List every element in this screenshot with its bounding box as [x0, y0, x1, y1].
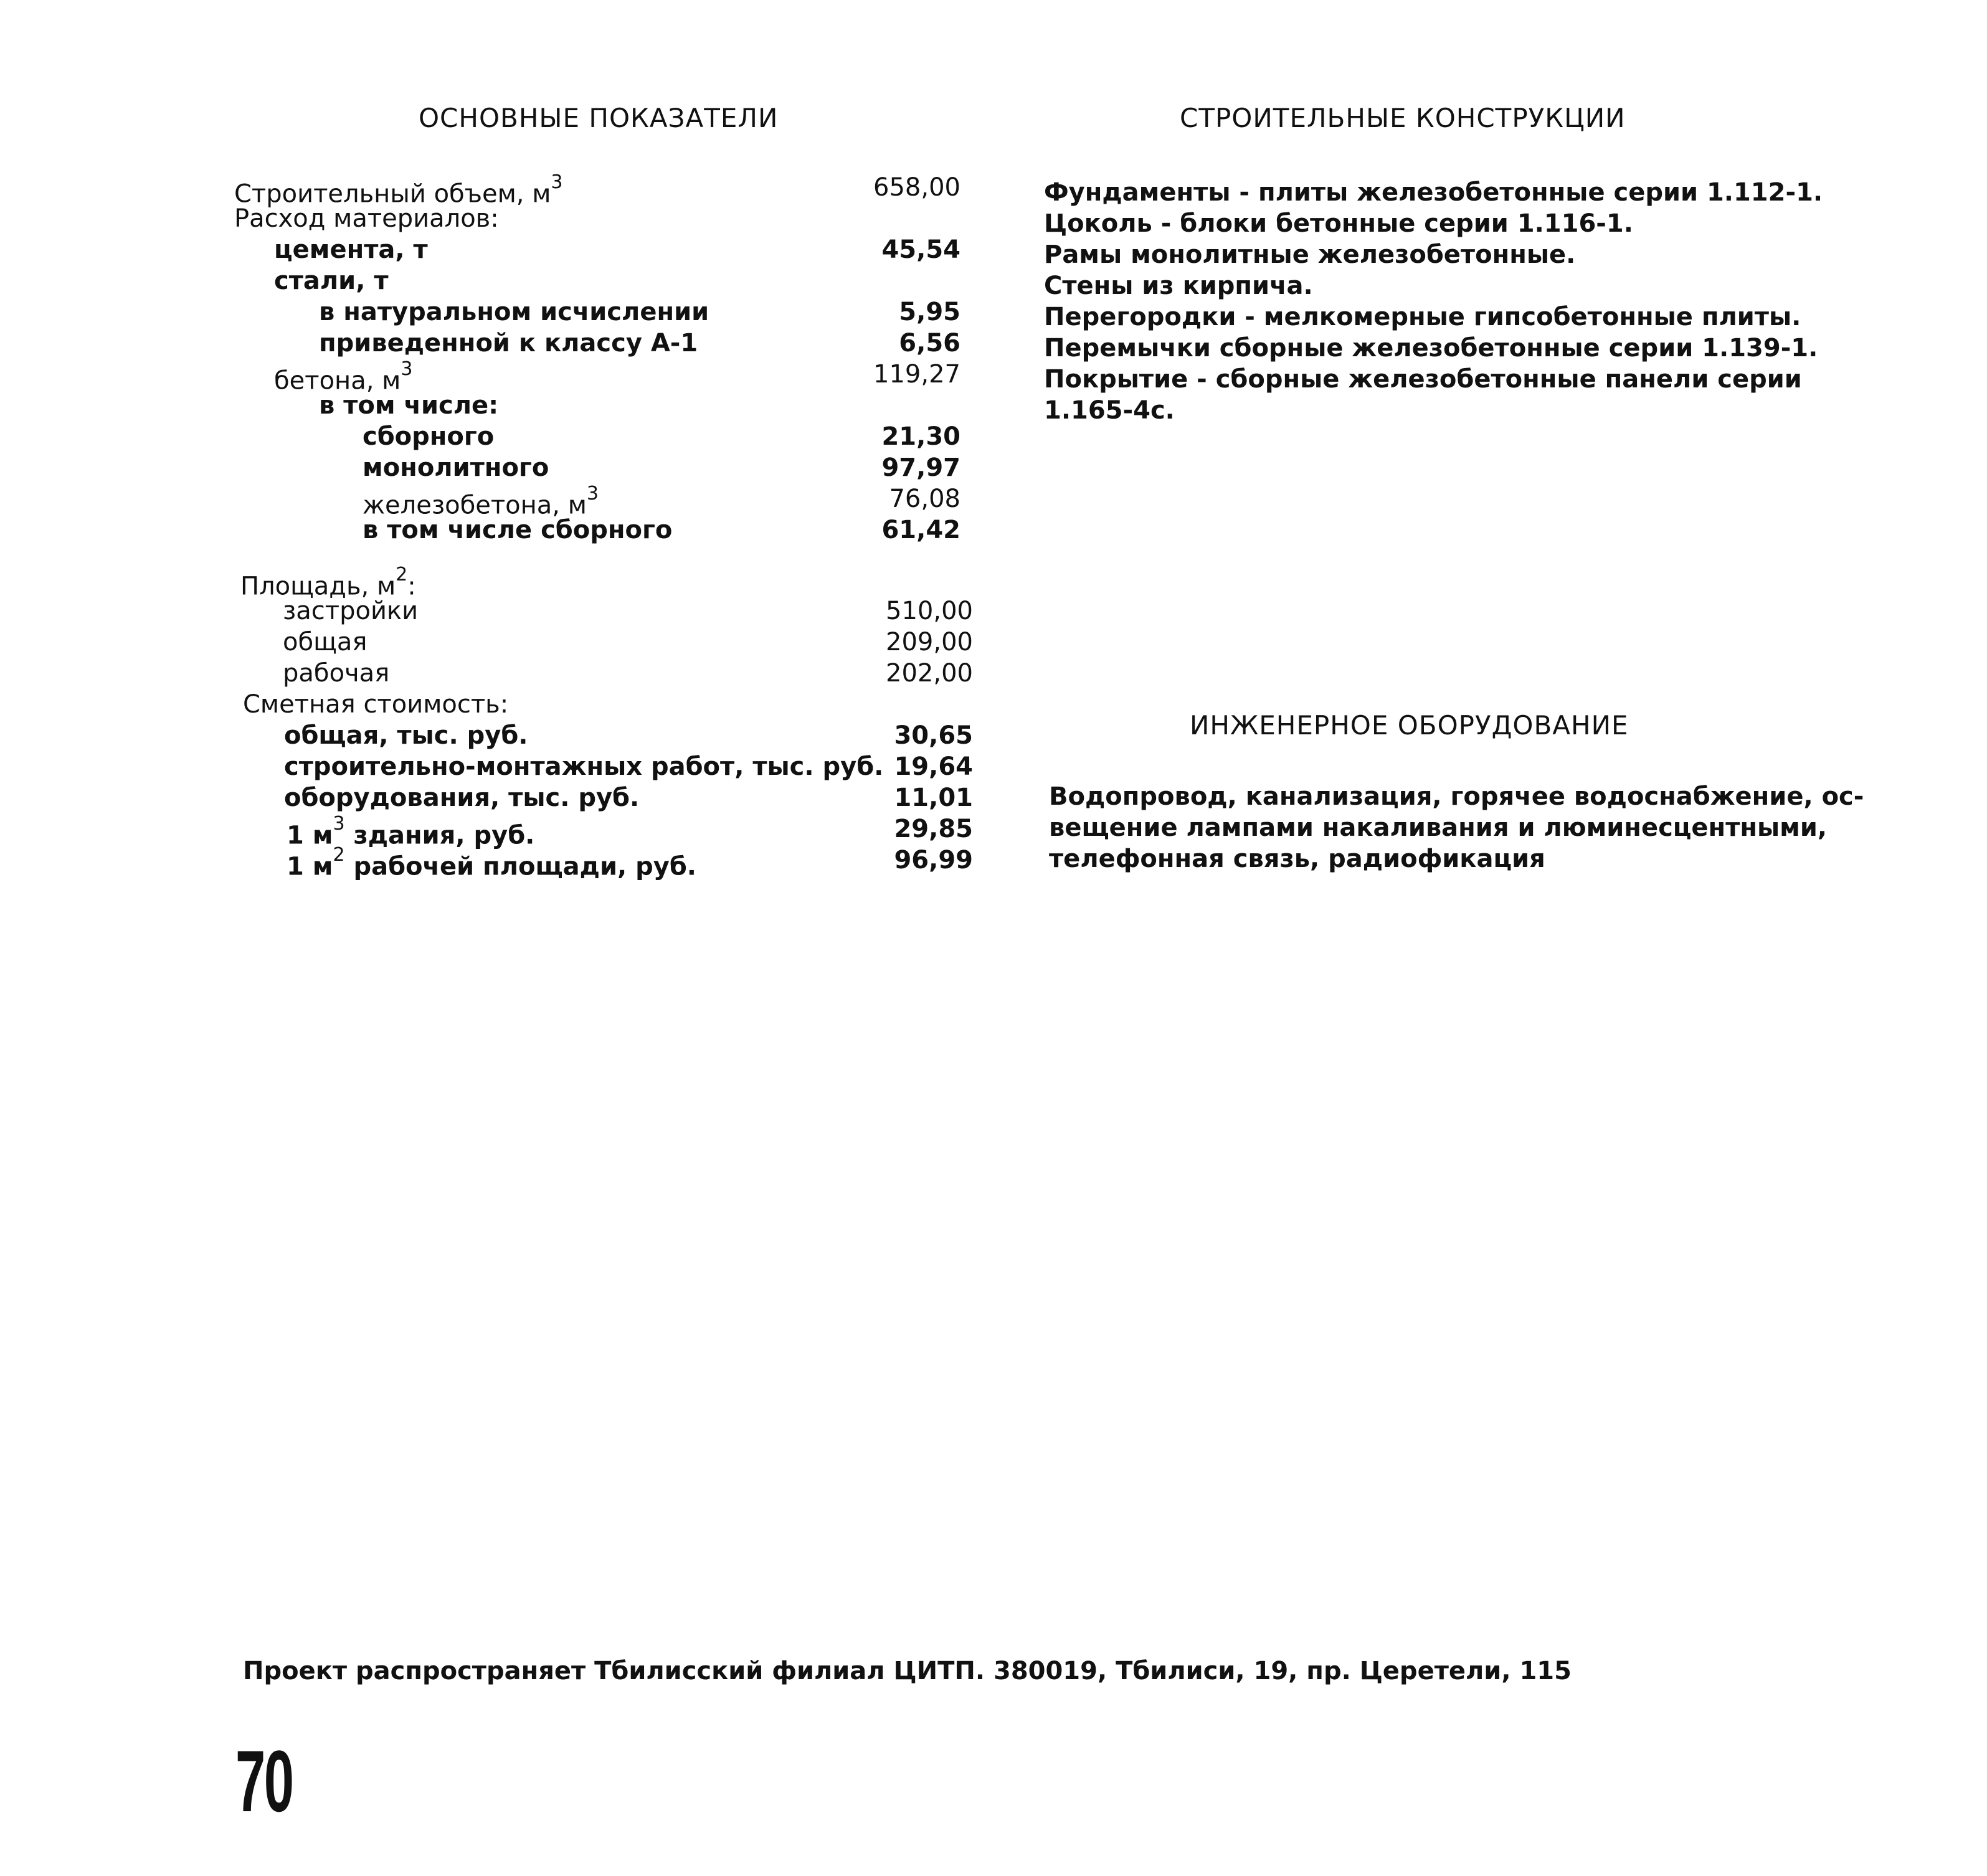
- structure-line: 1.165-4с.: [1044, 396, 1175, 425]
- indicator-label: в том числе:: [319, 391, 499, 420]
- indicator-row: [243, 751, 973, 782]
- unit-exponent: 3: [586, 483, 599, 505]
- indicator-row: [234, 296, 960, 328]
- indicator-label: монолитного: [363, 453, 549, 482]
- indicator-label: Сметная стоимость:: [243, 690, 509, 719]
- indicator-label: железобетона, м: [363, 491, 587, 520]
- structure-line: Перегородки - мелкомерные гипсобетонные плиты.: [1044, 303, 1801, 331]
- indicator-value: 61,42: [881, 516, 960, 544]
- indicator-value: 29,85: [894, 815, 973, 843]
- unit-exponent: 2: [333, 844, 345, 866]
- structure-line: Перемычки сборные железобетонные серии 1.139-1.: [1044, 334, 1818, 362]
- indicator-row: [234, 452, 960, 483]
- indicator-value: 21,30: [881, 422, 960, 451]
- indicator-row: [234, 483, 960, 520]
- indicator-row: [243, 844, 973, 881]
- indicator-label: цемента, т: [274, 235, 428, 264]
- structure-line: Стены из кирпича.: [1044, 272, 1313, 300]
- indicator-label: Строительный объем, м: [234, 179, 551, 209]
- indicator-value: 19,64: [894, 752, 973, 781]
- indicator-label: в натуральном исчислении: [319, 298, 709, 326]
- distributor-footer: Проект распространяет Тбилисский филиал ЦИТП. 380019, Тбилиси, 19, пр. Церетели, 115: [243, 1657, 1572, 1685]
- indicator-row: [234, 171, 960, 209]
- indicator-label: сборного: [363, 422, 495, 451]
- indicator-label: рабочей площади, руб.: [344, 852, 696, 881]
- indicator-row: [243, 720, 973, 751]
- indicator-row: [234, 265, 960, 296]
- indicator-label: 1 м: [287, 821, 333, 850]
- indicator-label-suffix: :: [407, 572, 416, 601]
- main-indicators-heading: ОСНОВНЫЕ ПОКАЗАТЕЛИ: [419, 103, 779, 133]
- indicator-label: рабочая: [283, 659, 390, 688]
- indicator-value: 30,65: [894, 721, 973, 750]
- indicator-value: 202,00: [886, 659, 973, 688]
- building-structures-heading: СТРОИТЕЛЬНЫЕ КОНСТРУКЦИИ: [1180, 103, 1626, 133]
- indicator-row: [240, 658, 973, 689]
- indicator-label: строительно-монтажных работ, тыс. руб.: [284, 752, 884, 781]
- unit-exponent: 3: [333, 813, 345, 835]
- indicator-label: застройки: [283, 597, 419, 625]
- equipment-line: вещение лампами накаливания и люминесцентными,: [1049, 813, 1828, 842]
- indicator-label: приведенной к классу А-1: [319, 329, 698, 358]
- indicator-value: 119,27: [873, 360, 960, 389]
- indicator-row: [243, 689, 973, 720]
- indicator-row: [234, 358, 960, 396]
- structure-line: Цоколь - блоки бетонные серии 1.116-1.: [1044, 209, 1633, 238]
- indicator-value: 5,95: [899, 298, 960, 326]
- indicator-row: [240, 564, 973, 601]
- indicator-label: 1 м: [287, 852, 333, 881]
- structure-line: Рамы монолитные железобетонные.: [1044, 240, 1576, 269]
- indicator-row: [243, 782, 973, 813]
- indicator-row: [234, 421, 960, 452]
- indicator-row: [243, 813, 973, 850]
- indicator-label: бетона, м: [274, 366, 401, 396]
- indicator-label: Расход материалов:: [234, 204, 499, 233]
- equipment-line: телефонная связь, радиофикация: [1049, 845, 1545, 873]
- indicator-row: [234, 514, 960, 546]
- indicator-value: 76,08: [889, 485, 960, 513]
- engineering-equipment-heading: ИНЖЕНЕРНОЕ ОБОРУДОВАНИЕ: [1190, 710, 1629, 741]
- indicator-value: 11,01: [894, 784, 973, 812]
- structure-line: Покрытие - сборные железобетонные панели серии: [1044, 365, 1802, 394]
- equipment-line: Водопровод, канализация, горячее водоснабжение, ос-: [1049, 782, 1864, 811]
- indicator-value: 96,99: [894, 846, 973, 874]
- indicator-row: [234, 234, 960, 265]
- indicator-label: здания, руб.: [344, 821, 535, 850]
- indicator-label: оборудования, тыс. руб.: [284, 784, 640, 812]
- indicator-label: Площадь, м: [240, 572, 396, 601]
- indicator-row: [240, 595, 973, 627]
- indicator-label: общая: [283, 628, 368, 656]
- indicator-value: 658,00: [873, 173, 960, 202]
- indicator-value: 209,00: [886, 628, 973, 656]
- indicator-label: стали, т: [274, 267, 389, 295]
- unit-exponent: 3: [401, 358, 413, 380]
- page-number: 70: [235, 1732, 293, 1830]
- indicator-row: [234, 390, 960, 421]
- indicator-row: [240, 627, 973, 658]
- indicator-label: общая, тыс. руб.: [284, 721, 528, 750]
- indicator-value: 97,97: [881, 453, 960, 482]
- indicator-value: 6,56: [899, 329, 960, 358]
- indicator-row: [234, 328, 960, 359]
- indicator-label: в том числе сборного: [363, 516, 673, 544]
- indicator-value: 510,00: [886, 597, 973, 625]
- unit-exponent: 3: [551, 171, 563, 193]
- unit-exponent: 2: [396, 564, 408, 585]
- structure-line: Фундаменты - плиты железобетонные серии 1.112-1.: [1044, 178, 1823, 207]
- indicator-row: [234, 203, 960, 234]
- indicator-value: 45,54: [881, 235, 960, 264]
